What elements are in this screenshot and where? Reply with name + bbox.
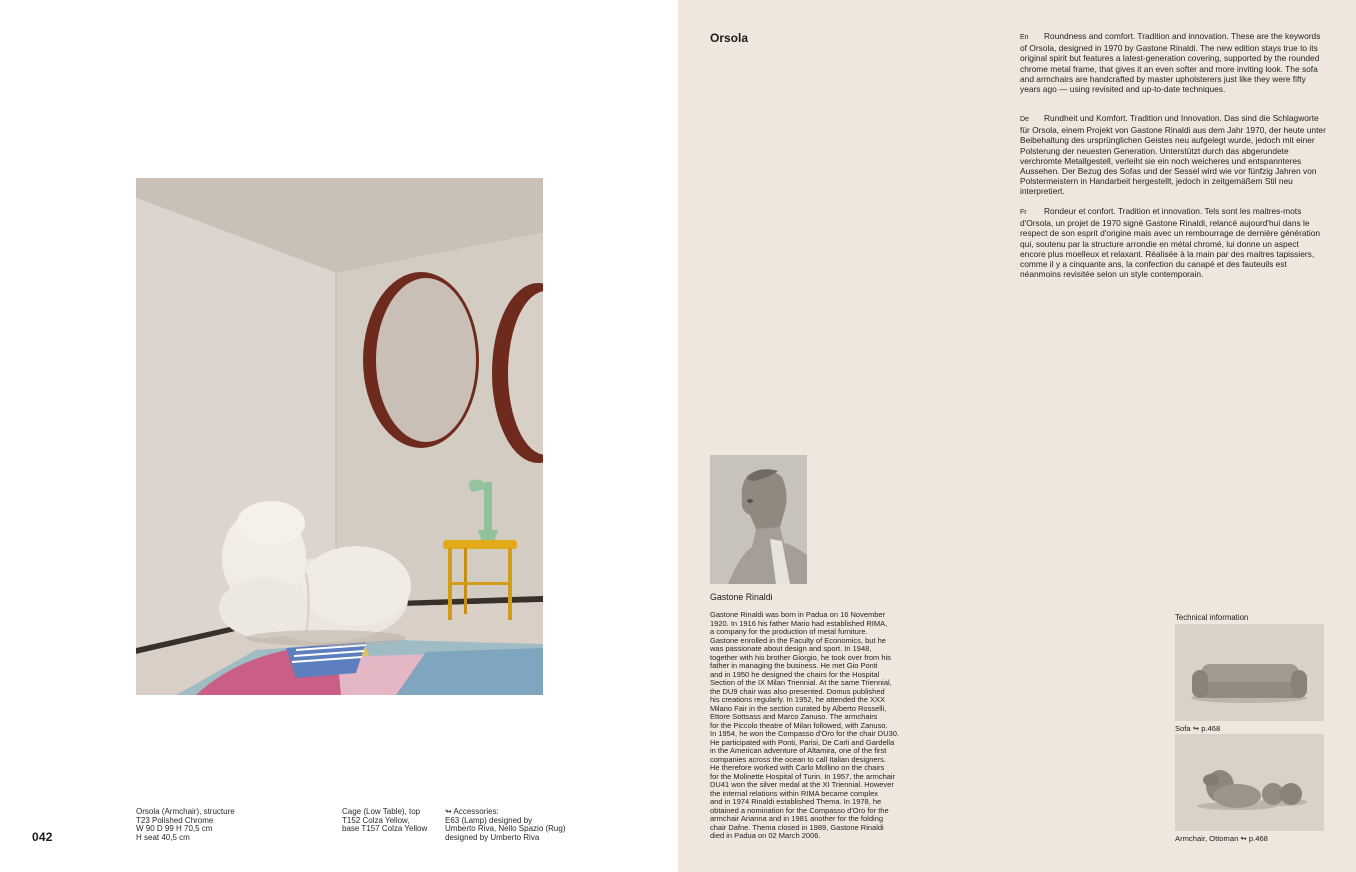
caption-armchair: Orsola (Armchair), structure T23 Polished Chrome W 90 D 99 H 70,5 cm H seat 40,5 cm (136, 807, 235, 842)
description-english (1020, 31, 1326, 94)
description-german (1020, 113, 1326, 197)
language-tag: Fr (1020, 209, 1027, 216)
caption-accessories: ↬ Accessories: E63 (Lamp) designed by Umberto Riva, Nello Spazio (Rug) designed by Umberto Riva (445, 807, 566, 842)
designer-portrait (710, 455, 807, 584)
right-page (678, 0, 1356, 872)
language-tag: De (1020, 116, 1029, 123)
designer-bio: Gastone Rinaldi was born in Padua on 16 November 1920. In 1916 his father Mario had established RIMA, a company for the production of metal furniture. Gastone enrolled in the Faculty of Economics, but he was passionate about design and sport. In 1948, together with his brother Giorgio, he took over from his father in managing the business. He met Gio Ponti and in 1950 he designed the chairs for the Hospital Section of the IX Milan Triennial. At the same Triennial, the DU9 chair was also presented. Domus published his creations regularly. In 1952, he attended the XXX Milano Fair in the section curated by Alberto Rosselli, Ettore Sottsass and Marco Zanuso. The armchairs for the Piccolo theatre of Milan followed, with Zanuso. In 1954, he won the Compasso d'Oro for the chair DU30. He participated with Ponti, Parisi, De Carli and Gardella in the American adventure of Altamira, one of the first companies across the ocean to call Italian designers. He therefore worked with Carlo Mollino on the chairs for the Molinette Hospital of Turin. In 1957, the armchair DU41 won the silver medal at the XI Triennial. However the internal relations within RIMA became complex and in 1974 Rinaldi established Thema. In 1978, he obtained a nomination for the Compasso d'Oro for the armchair Arianna and in 1981 another for the folding chair Dafne. Thema closed in 1989, Gastone Rinaldi died in Padua on 02 March 2006. (710, 610, 900, 840)
description-text: Rundheit und Komfort. Tradition und Innovation. Das sind die Schlagworte für Orsola, einem Projekt von Gastone Rinaldi aus dem Jahr 1970, der heute unter Beibehaltung des ursprünglichen Geistes neu aufgelegt wurde, jedoch mit einer Polsterung der neuesten Generation. Unterstützt durch das abgerundete verchromte Metallgestell, verleiht sie ein noch weicheres und entspannteres Aussehen. Der Bezug des Sofas und der Sessel wird wie vor fünfzig Jahren von Polstermeistern in Handarbeit hergestellt, jedoch in zeitgemäßem Stil neu interpretiert. (1020, 113, 1326, 197)
description-text: Roundness and comfort. Tradition and innovation. These are the keywords of Orsola, designed in 1970 by Gastone Rinaldi. The new edition stays true to its original spirit but features a latest-generation covering, supported by the rounded chrome metal frame, that gives it an even softer and more inviting look. The sofa and armchairs are handcrafted by master upholsterers just like they were fifty years ago — using revisited and up-to-date techniques. (1020, 31, 1321, 95)
armchair-ottoman-page-link[interactable]: Armchair, Ottoman ↬ p.468 (1175, 834, 1268, 843)
technical-info-title: Technical information (1175, 613, 1249, 622)
description-french (1020, 206, 1326, 279)
sofa-thumbnail[interactable] (1175, 624, 1324, 721)
armchair-ottoman-thumbnail[interactable] (1175, 734, 1324, 831)
language-tag: En (1020, 34, 1029, 41)
caption-table: Cage (Low Table), top T152 Colza Yellow, base T157 Colza Yellow (342, 807, 428, 834)
description-text: Rondeur et confort. Tradition et innovation. Tels sont les maitres-mots d'Orsola, un projet de 1970 signé Gastone Rinaldi, relancé aujourd'hui dans le respect de son esprit d'origine mais avec un rembourrage de dernière génération qui, soutenu par la structure arrondie en métal chromé, lui donne un aspect encore plus moelleux et relaxant. Réalisée à la main par des maitres tapissiers, comme il y a cinquante ans, la confection du canapé et des fauteuils est néanmoins revisitée selon un style contemporain. (1020, 206, 1321, 280)
product-title: Orsola (710, 31, 749, 45)
designer-name: Gastone Rinaldi (710, 592, 773, 602)
sofa-page-link[interactable]: Sofa ↬ p.468 (1175, 724, 1221, 733)
page-number: 042 (32, 830, 53, 844)
product-photo (136, 178, 543, 695)
